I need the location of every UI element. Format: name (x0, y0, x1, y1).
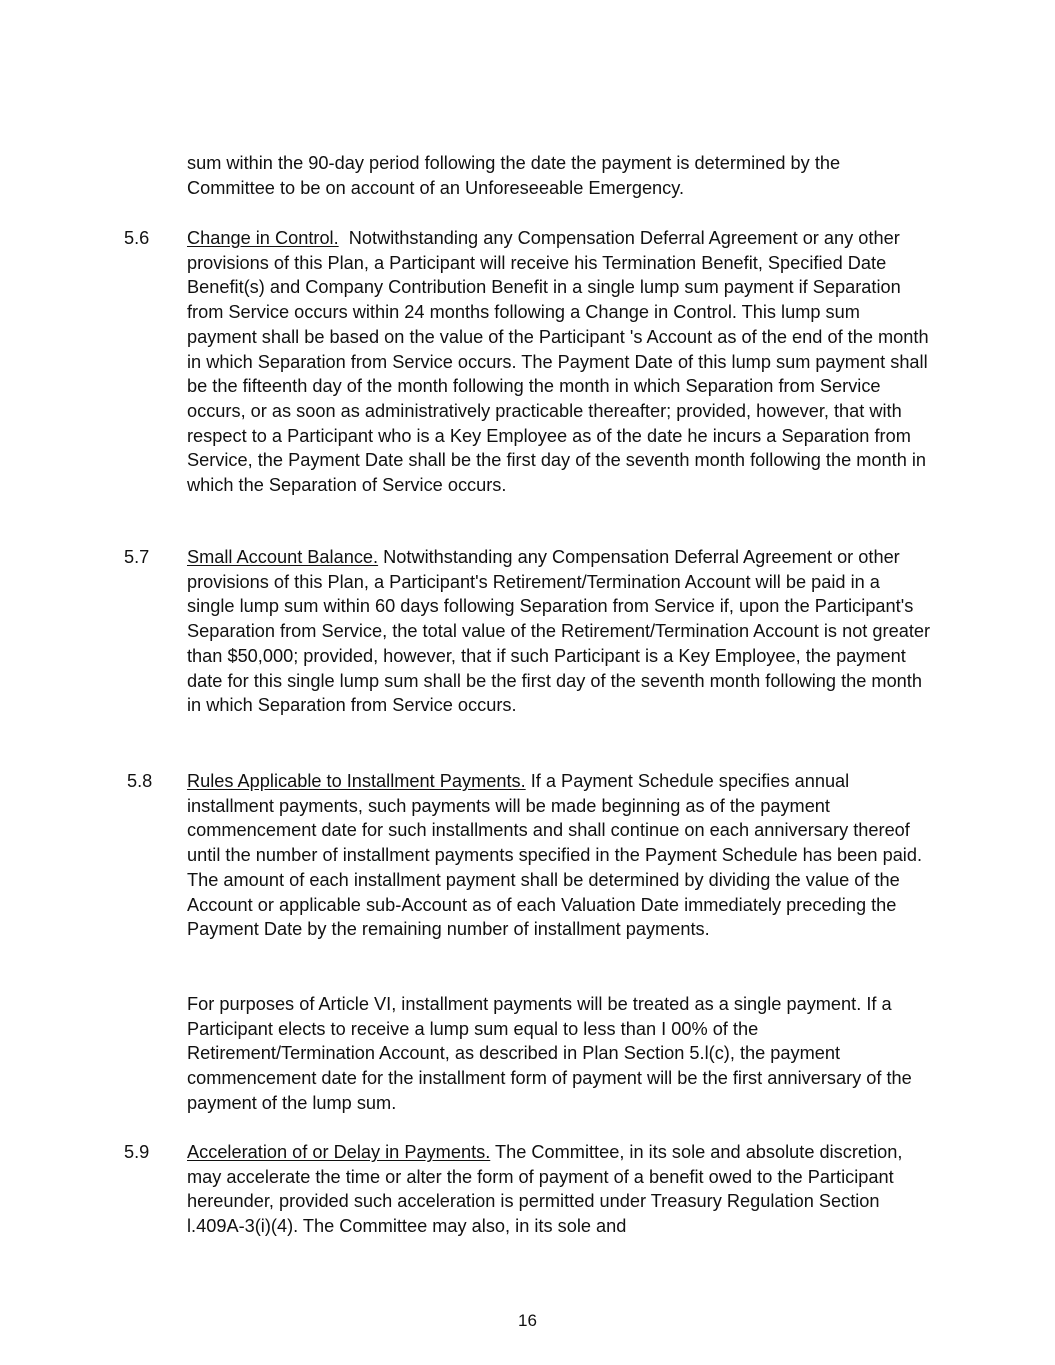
page-number: 16 (518, 1311, 537, 1330)
section-5-7-paragraph (187, 545, 932, 718)
section-5-8-paragraph-2: For purposes of Article VI, installment payments will be treated as a single payment. If a Participant elects to receive a lump sum equal to less than I 00% of the Retirement/Termination Account, as described in Plan Section 5.l(c), the payment commencement date for the installment form of payment will be the first anniversary of the payment of the lump sum. (187, 994, 912, 1113)
section-number: 5.6 (124, 228, 150, 248)
section-number: 5.7 (124, 547, 150, 567)
section-5-6-paragraph (187, 226, 932, 498)
section-text: The Committee, in its sole and absolute discretion, may accelerate the time or alter the form of payment of a benefit owed to the Participant hereunder, provided such acceleration is permitted under Treasury Regulation Section l.409A-3(i)(4). The Committee may also, in its sole and (187, 1142, 903, 1237)
section-heading: Change in Control. (187, 228, 339, 248)
section-heading: Acceleration of or Delay in Payments. (187, 1142, 491, 1162)
section-5-8-paragraph (187, 769, 932, 942)
section-text: Notwithstanding any Compensation Deferral Agreement or any other provisions of this Plan, a Participant will receive his Termination Benefit, Specified Date Benefit(s) and Company Contribution Benefit in a single lump sum payment if Separation from Service occurs within 24 months following a Change in Control. This lump sum payment shall be based on the value of the Participant 's Account as of the end of the month in which Separation from Service occurs. The Payment Date of this lump sum payment shall be the fifteenth day of the month following the month in which Separation from Service occurs, or as soon as administratively practicable thereafter; provided, however, that with respect to a Participant who is a Key Employee as of the date he incurs a Separation from Service, the Payment Date shall be the first day of the seventh month following the month in which the Separation of Service occurs. (187, 228, 929, 496)
section-number: 5.8 (127, 771, 153, 791)
section-5-9-paragraph (187, 1140, 932, 1239)
section-text: If a Payment Schedule specifies annual installment payments, such payments will be made beginning as of the payment commencement date for such installments and shall continue on each anniversary thereof until the number of installment payments specified in the Payment Schedule has been paid. The amount of each installment payment shall be determined by dividing the value of the Account or applicable sub-Account as of each Valuation Date immediately preceding the Payment Date by the remaining number of installment payments. (187, 771, 923, 940)
section-heading: Small Account Balance. (187, 547, 379, 567)
section-text: Notwithstanding any Compensation Deferral Agreement or other provisions of this Plan, a Participant's Retirement/Termination Account will be paid in a single lump sum within 60 days following Separation from Service if, upon the Participant's Separation from Service, the total value of the Retirement/Termination Account is not greater than $50,000; provided, however, that if such Participant is a Key Employee, the payment date for this single lump sum shall be the first day of the seventh month following the month in which Separation from Service occurs. (187, 547, 931, 716)
section-heading: Rules Applicable to Installment Payments. (187, 771, 526, 791)
continuation-paragraph: sum within the 90-day period following the date the payment is determined by the Committee to be on account of an Unforeseeable Emergency. (187, 153, 841, 198)
section-number: 5.9 (124, 1142, 150, 1162)
